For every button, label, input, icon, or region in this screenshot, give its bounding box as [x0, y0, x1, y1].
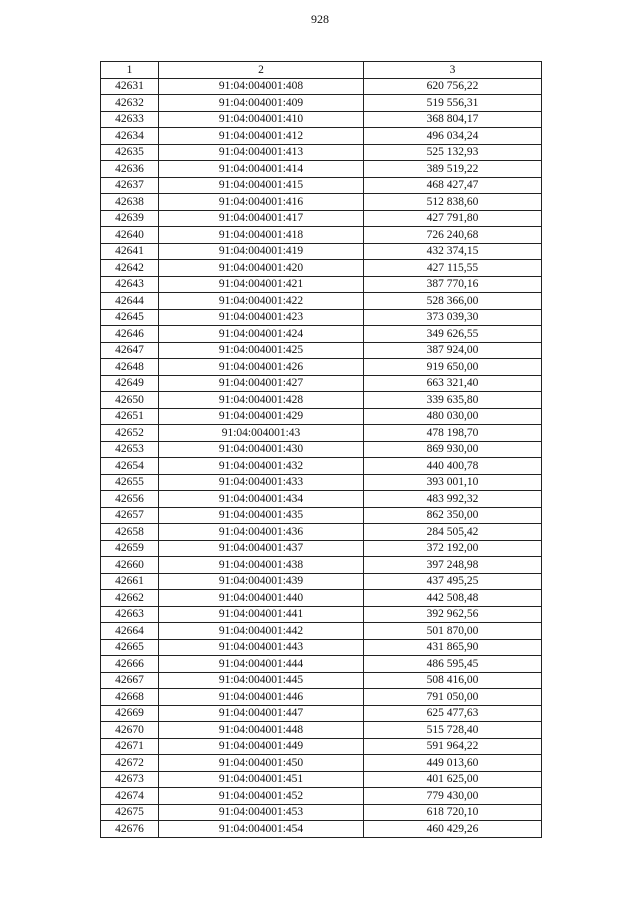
row-number-cell: 42656: [101, 491, 159, 508]
row-number-cell: 42633: [101, 111, 159, 128]
value-cell: 508 416,00: [364, 672, 542, 689]
cadastral-number-cell: 91:04:004001:442: [159, 623, 364, 640]
cadastral-number-cell: 91:04:004001:43: [159, 425, 364, 442]
table-row: [101, 342, 542, 359]
value-cell: 368 804,17: [364, 111, 542, 128]
row-number-cell: 42661: [101, 573, 159, 590]
row-number-cell: 42670: [101, 722, 159, 739]
value-cell: 512 838,60: [364, 194, 542, 211]
row-number-cell: 42639: [101, 210, 159, 227]
row-number-cell: 42632: [101, 95, 159, 112]
value-cell: 618 720,10: [364, 804, 542, 821]
table-row: [101, 144, 542, 161]
row-number-cell: 42642: [101, 260, 159, 277]
table-row: [101, 243, 542, 260]
value-cell: 519 556,31: [364, 95, 542, 112]
table-row: [101, 95, 542, 112]
table-header-row: [101, 62, 542, 79]
value-cell: 431 865,90: [364, 639, 542, 656]
cadastral-number-cell: 91:04:004001:413: [159, 144, 364, 161]
table-row: [101, 276, 542, 293]
value-cell: 791 050,00: [364, 689, 542, 706]
row-number-cell: 42638: [101, 194, 159, 211]
row-number-cell: 42660: [101, 557, 159, 574]
cadastral-number-cell: 91:04:004001:408: [159, 78, 364, 95]
cadastral-number-cell: 91:04:004001:446: [159, 689, 364, 706]
value-cell: 862 350,00: [364, 507, 542, 524]
value-cell: 349 626,55: [364, 326, 542, 343]
row-number-cell: 42640: [101, 227, 159, 244]
value-cell: 501 870,00: [364, 623, 542, 640]
row-number-cell: 42631: [101, 78, 159, 95]
row-number-cell: 42658: [101, 524, 159, 541]
value-cell: 460 429,26: [364, 821, 542, 838]
cadastral-number-cell: 91:04:004001:420: [159, 260, 364, 277]
table-row: [101, 639, 542, 656]
value-cell: 440 400,78: [364, 458, 542, 475]
cadastral-number-cell: 91:04:004001:435: [159, 507, 364, 524]
table-row: [101, 771, 542, 788]
row-number-cell: 42648: [101, 359, 159, 376]
value-cell: 779 430,00: [364, 788, 542, 805]
row-number-cell: 42665: [101, 639, 159, 656]
table-row: [101, 474, 542, 491]
table-row: [101, 375, 542, 392]
row-number-cell: 42669: [101, 705, 159, 722]
value-cell: 427 791,80: [364, 210, 542, 227]
cadastral-number-cell: 91:04:004001:421: [159, 276, 364, 293]
table-row: [101, 590, 542, 607]
value-cell: 869 930,00: [364, 441, 542, 458]
row-number-cell: 42663: [101, 606, 159, 623]
value-cell: 726 240,68: [364, 227, 542, 244]
value-cell: 387 924,00: [364, 342, 542, 359]
table-row: [101, 705, 542, 722]
cadastral-number-cell: 91:04:004001:444: [159, 656, 364, 673]
value-cell: 392 962,56: [364, 606, 542, 623]
value-cell: 496 034,24: [364, 128, 542, 145]
cadastral-number-cell: 91:04:004001:428: [159, 392, 364, 409]
row-number-cell: 42635: [101, 144, 159, 161]
cadastral-number-cell: 91:04:004001:412: [159, 128, 364, 145]
cadastral-number-cell: 91:04:004001:409: [159, 95, 364, 112]
cadastral-number-cell: 91:04:004001:424: [159, 326, 364, 343]
cadastral-number-cell: 91:04:004001:418: [159, 227, 364, 244]
table-row: [101, 227, 542, 244]
row-number-cell: 42644: [101, 293, 159, 310]
value-cell: 478 198,70: [364, 425, 542, 442]
row-number-cell: 42664: [101, 623, 159, 640]
cadastral-number-cell: 91:04:004001:425: [159, 342, 364, 359]
cadastral-number-cell: 91:04:004001:423: [159, 309, 364, 326]
cadastral-number-cell: 91:04:004001:426: [159, 359, 364, 376]
value-cell: 528 366,00: [364, 293, 542, 310]
table-row: [101, 821, 542, 838]
cadastral-number-cell: 91:04:004001:427: [159, 375, 364, 392]
row-number-cell: 42634: [101, 128, 159, 145]
table-row: [101, 326, 542, 343]
value-cell: 372 192,00: [364, 540, 542, 557]
cadastral-number-cell: 91:04:004001:415: [159, 177, 364, 194]
row-number-cell: 42676: [101, 821, 159, 838]
table-row: [101, 722, 542, 739]
row-number-cell: 42673: [101, 771, 159, 788]
table-row: [101, 491, 542, 508]
cadastral-number-cell: 91:04:004001:437: [159, 540, 364, 557]
value-cell: 397 248,98: [364, 557, 542, 574]
row-number-cell: 42647: [101, 342, 159, 359]
table-row: [101, 458, 542, 475]
cadastral-number-cell: 91:04:004001:432: [159, 458, 364, 475]
row-number-cell: 42667: [101, 672, 159, 689]
cadastral-number-cell: 91:04:004001:450: [159, 755, 364, 772]
row-number-cell: 42666: [101, 656, 159, 673]
table-row: [101, 194, 542, 211]
table-row: [101, 128, 542, 145]
row-number-cell: 42636: [101, 161, 159, 178]
cadastral-number-cell: 91:04:004001:419: [159, 243, 364, 260]
row-number-cell: 42659: [101, 540, 159, 557]
page-number: 928: [311, 12, 329, 26]
row-number-cell: 42674: [101, 788, 159, 805]
table-row: [101, 540, 542, 557]
row-number-cell: 42662: [101, 590, 159, 607]
value-cell: 663 321,40: [364, 375, 542, 392]
value-cell: 284 505,42: [364, 524, 542, 541]
value-cell: 432 374,15: [364, 243, 542, 260]
value-cell: 437 495,25: [364, 573, 542, 590]
table-row: [101, 425, 542, 442]
row-number-cell: 42655: [101, 474, 159, 491]
table-row: [101, 78, 542, 95]
table-row: [101, 260, 542, 277]
table-row: [101, 359, 542, 376]
table-row: [101, 111, 542, 128]
value-cell: 387 770,16: [364, 276, 542, 293]
value-cell: 468 427,47: [364, 177, 542, 194]
row-number-cell: 42675: [101, 804, 159, 821]
cadastral-number-cell: 91:04:004001:447: [159, 705, 364, 722]
row-number-cell: 42645: [101, 309, 159, 326]
row-number-cell: 42650: [101, 392, 159, 409]
table-row: [101, 392, 542, 409]
cadastral-number-cell: 91:04:004001:453: [159, 804, 364, 821]
table-row: [101, 788, 542, 805]
table-row: [101, 738, 542, 755]
cadastral-number-cell: 91:04:004001:430: [159, 441, 364, 458]
cadastral-number-cell: 91:04:004001:434: [159, 491, 364, 508]
row-number-cell: 42653: [101, 441, 159, 458]
value-cell: 483 992,32: [364, 491, 542, 508]
row-number-cell: 42651: [101, 408, 159, 425]
cadastral-number-cell: 91:04:004001:414: [159, 161, 364, 178]
table-row: [101, 573, 542, 590]
value-cell: 393 001,10: [364, 474, 542, 491]
cadastral-number-cell: 91:04:004001:441: [159, 606, 364, 623]
row-number-cell: 42641: [101, 243, 159, 260]
cadastral-number-cell: 91:04:004001:436: [159, 524, 364, 541]
table-row: [101, 309, 542, 326]
table-row: [101, 524, 542, 541]
value-cell: 486 595,45: [364, 656, 542, 673]
value-cell: 427 115,55: [364, 260, 542, 277]
value-cell: 442 508,48: [364, 590, 542, 607]
value-cell: 339 635,80: [364, 392, 542, 409]
table-row: [101, 804, 542, 821]
table-body: [101, 78, 542, 837]
table-row: [101, 557, 542, 574]
row-number-cell: 42646: [101, 326, 159, 343]
table-row: [101, 293, 542, 310]
cadastral-number-cell: 91:04:004001:429: [159, 408, 364, 425]
table-row: [101, 210, 542, 227]
value-cell: 401 625,00: [364, 771, 542, 788]
row-number-cell: 42668: [101, 689, 159, 706]
table-row: [101, 408, 542, 425]
table-row: [101, 689, 542, 706]
row-number-cell: 42643: [101, 276, 159, 293]
value-cell: 480 030,00: [364, 408, 542, 425]
cadastral-number-cell: 91:04:004001:440: [159, 590, 364, 607]
table-row: [101, 177, 542, 194]
cadastral-number-cell: 91:04:004001:454: [159, 821, 364, 838]
row-number-cell: 42671: [101, 738, 159, 755]
value-cell: 919 650,00: [364, 359, 542, 376]
cadastral-number-cell: 91:04:004001:449: [159, 738, 364, 755]
table-row: [101, 161, 542, 178]
row-number-cell: 42652: [101, 425, 159, 442]
cadastral-number-cell: 91:04:004001:443: [159, 639, 364, 656]
value-cell: 389 519,22: [364, 161, 542, 178]
value-cell: 373 039,30: [364, 309, 542, 326]
value-cell: 449 013,60: [364, 755, 542, 772]
table-row: [101, 755, 542, 772]
row-number-cell: 42654: [101, 458, 159, 475]
table-row: [101, 507, 542, 524]
table-row: [101, 672, 542, 689]
cadastral-number-cell: 91:04:004001:417: [159, 210, 364, 227]
row-number-cell: 42649: [101, 375, 159, 392]
row-number-cell: 42637: [101, 177, 159, 194]
cadastral-number-cell: 91:04:004001:433: [159, 474, 364, 491]
column-header-1: 1: [101, 62, 159, 79]
cadastral-number-cell: 91:04:004001:422: [159, 293, 364, 310]
table-row: [101, 623, 542, 640]
table-row: [101, 441, 542, 458]
cadastral-number-cell: 91:04:004001:416: [159, 194, 364, 211]
cadastral-number-cell: 91:04:004001:439: [159, 573, 364, 590]
value-cell: 525 132,93: [364, 144, 542, 161]
table-row: [101, 606, 542, 623]
table-row: [101, 656, 542, 673]
cadastral-number-cell: 91:04:004001:410: [159, 111, 364, 128]
cadastral-number-cell: 91:04:004001:438: [159, 557, 364, 574]
column-header-2: 2: [159, 62, 364, 79]
value-cell: 591 964,22: [364, 738, 542, 755]
cadastral-number-cell: 91:04:004001:448: [159, 722, 364, 739]
value-cell: 620 756,22: [364, 78, 542, 95]
row-number-cell: 42657: [101, 507, 159, 524]
value-cell: 625 477,63: [364, 705, 542, 722]
row-number-cell: 42672: [101, 755, 159, 772]
cadastral-number-cell: 91:04:004001:445: [159, 672, 364, 689]
column-header-3: 3: [364, 62, 542, 79]
cadastral-number-cell: 91:04:004001:452: [159, 788, 364, 805]
cadastral-value-table: [100, 61, 542, 838]
cadastral-number-cell: 91:04:004001:451: [159, 771, 364, 788]
value-cell: 515 728,40: [364, 722, 542, 739]
